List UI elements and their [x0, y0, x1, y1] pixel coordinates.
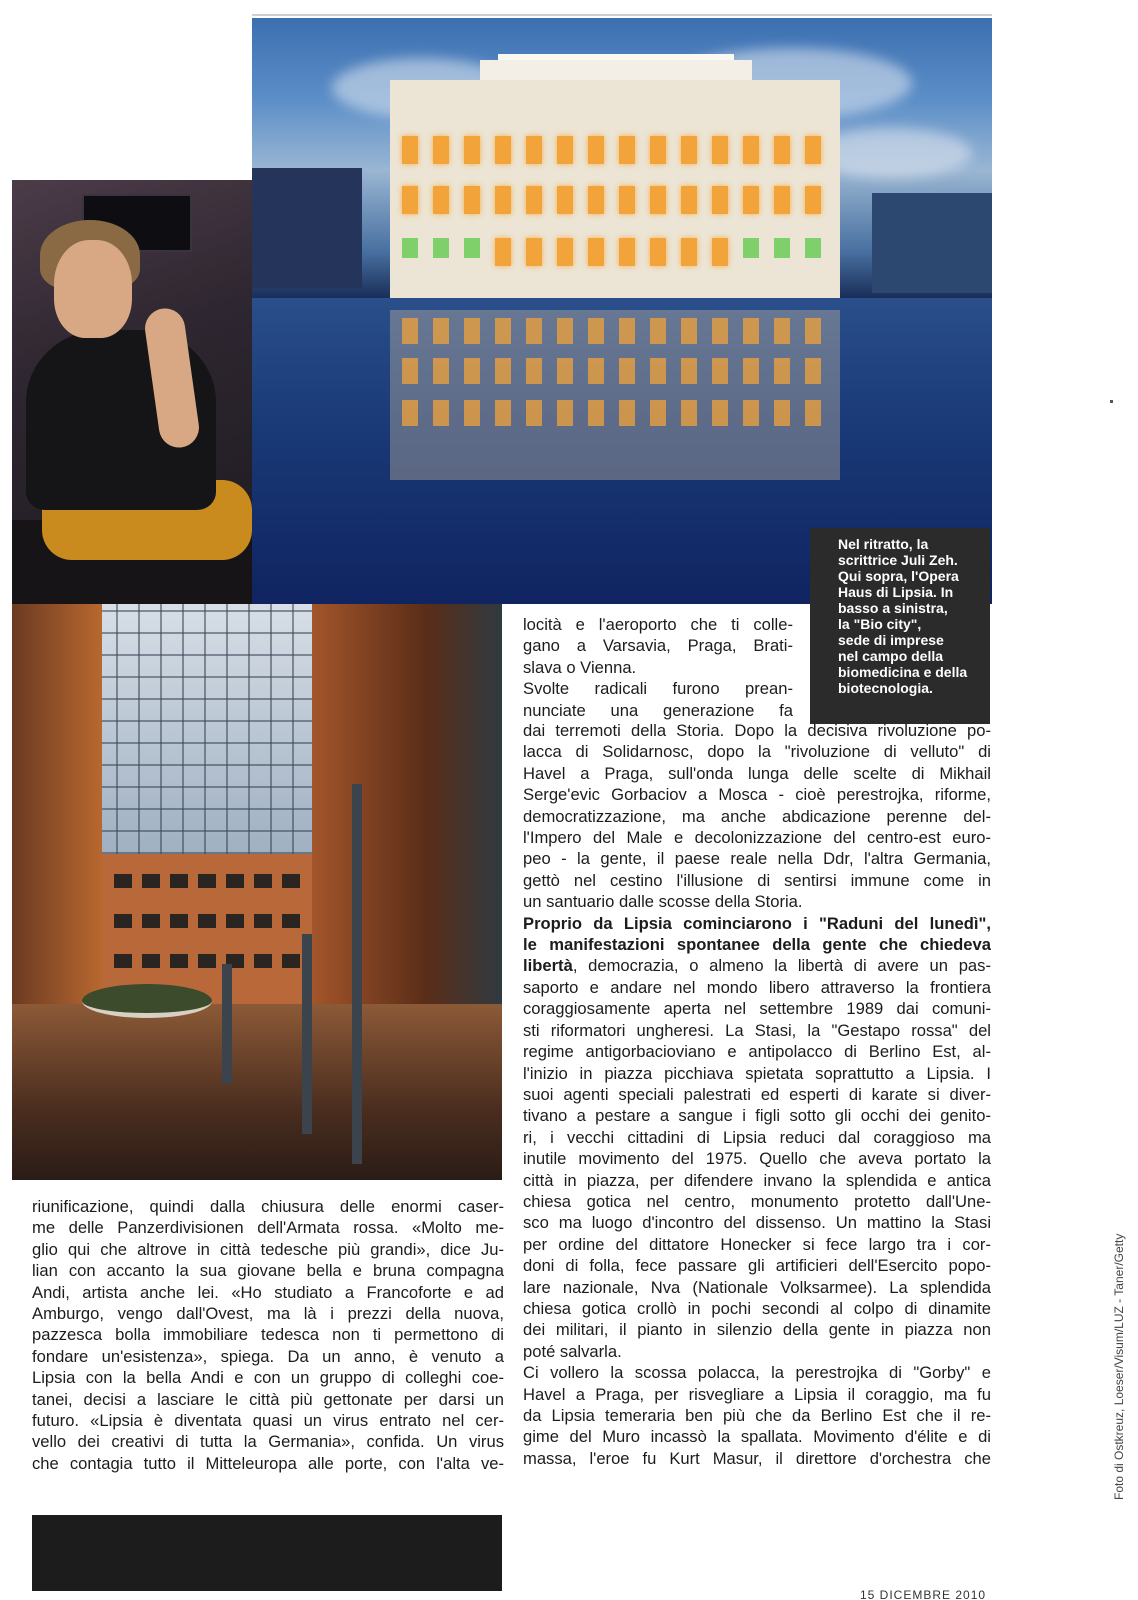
text-line: tanei, decisi a lasciare le città più gettonate per darsi un — [32, 1389, 504, 1409]
text-line: lacca di Solidarnosc, dopo la "rivoluzione di velluto" di — [523, 742, 991, 762]
text-line: l'inizio in piazza picchiava spietata soprattutto a Lipsia. I — [523, 1063, 991, 1083]
text-line: dei militari, il pianto in silenzio della gente in piazza non — [523, 1320, 991, 1340]
text-line: libertà, democrazia, o almeno la libertà di avere un pas- — [523, 956, 991, 976]
text-line: chiesa gotica nel centro, monumento protetto dall'Une- — [523, 1191, 991, 1211]
text-line: saporto e andare nel mondo libero attraverso la frontiera — [523, 977, 991, 997]
text-line: lare nazionale, Nva (Nationale Volksarmee). La splendida — [523, 1277, 991, 1297]
caption-line: biomedicina e della — [838, 664, 968, 680]
text-line: Amburgo, vengo dall'Ovest, ma là i prezzi della nuova, — [32, 1304, 504, 1324]
text-line: Havel a Praga, sull'onda lunga delle scelte di Mikhail — [523, 763, 991, 783]
text-line: nunciate una generazione fa — [523, 700, 793, 720]
text-line: regime antigorbacioviano e antipolacco di Berlino Est, al- — [523, 1042, 991, 1062]
text-line: coraggiosamente aperta nel settembre 1989 dai comuni- — [523, 999, 991, 1019]
text-line: da Lipsia temeraria ben più che da Berlino Est che il re- — [523, 1406, 991, 1425]
text-line: slava o Vienna. — [523, 657, 637, 677]
caption-line: basso a sinistra, — [838, 600, 948, 616]
text-line: per ordine del dittatore Honecker si fece largo tra i cor- — [523, 1234, 991, 1254]
text-line: che contagia tutto il Mitteleuropa alle porte, con l'alta ve- — [32, 1453, 504, 1473]
text-line: Serge'evic Gorbaciov a Mosca - cioè perestrojka, riforme, — [523, 785, 991, 805]
caption-line: Nel ritratto, la — [838, 536, 929, 552]
text-line: Ci vollero la scossa polacca, la perestrojka di "Gorby" e — [523, 1363, 991, 1383]
text-line: Andi, artista anche lei. «Ho studiato a Francoforte e ad — [32, 1282, 504, 1302]
right-column-top-text — [523, 614, 793, 721]
text-line: vello dei creativi di tutta la Germania», confida. Un virus — [32, 1432, 504, 1452]
text-line: un santuario dalle scosse della Storia. — [523, 892, 803, 912]
page-footer-date: 15 DICEMBRE 2010 — [860, 1588, 987, 1600]
text-line: me delle Panzerdivisionen dell'Armata rossa. «Molto me- — [32, 1218, 504, 1238]
caption-line: biotecnologia. — [838, 680, 933, 696]
caption-line: Haus di Lipsia. In — [838, 584, 954, 600]
text-line: gano a Varsavia, Praga, Brati- — [523, 636, 793, 656]
text-line: pazzesca bolla immobiliare tedesca non ti permettono di — [32, 1325, 504, 1345]
text-line: Havel a Praga, per risvegliare a Lipsia il coraggio, ma fu — [523, 1384, 991, 1404]
text-line: sco ma luogo d'incontro del dissenso. Un mattino la Stasi — [523, 1213, 991, 1233]
text-line: gime del Muro incassò la spallata. Movimento d'élite e di — [523, 1427, 991, 1447]
text-line: tivano a pestare a sangue i figli sotto gli occhi dei genito- — [523, 1106, 991, 1126]
bio-city-interior-photo — [12, 604, 502, 1180]
right-column-text — [523, 720, 991, 1469]
text-line: poté salvarla. — [523, 1341, 622, 1361]
text-line: ri, i vecchi cittadini di Lipsia reduci dal coraggioso ma — [523, 1127, 991, 1147]
top-rule — [252, 14, 992, 16]
caption-line: nel campo della — [838, 648, 944, 664]
text-line: inutile movimento del 1975. Quello che aveva portato la — [523, 1149, 991, 1169]
caption-line: sede di imprese — [838, 632, 944, 648]
photo-credit: Foto di Ostkreuz, Loeser/Visum/LUZ - Taner/Getty — [1112, 1233, 1126, 1500]
text-line: dai terremoti della Storia. Dopo la decisiva rivoluzione po- — [523, 721, 991, 740]
text-line: Svolte radicali furono prean- — [523, 679, 793, 699]
caption-line: scrittrice Juli Zeh. — [838, 552, 958, 568]
text-line: peo - la gente, il paese reale nella Ddr, l'altra Germania, — [523, 849, 991, 869]
text-line: suoi agenti speciali palestrati ed esperti di karate si diver- — [523, 1084, 991, 1104]
text-line: lian con accanto la sua giovane bella e bruna compagna — [32, 1261, 504, 1281]
opera-haus-photo — [252, 18, 992, 604]
text-line: locità e l'aeroporto che ti colle- — [523, 615, 793, 634]
text-line: fondare un'esistenza», spiega. Da un anno, è venuto a — [32, 1346, 504, 1366]
margin-mark — [1110, 400, 1113, 403]
text-line: città in piazza, per difendere invano la splendida e antica — [523, 1170, 991, 1190]
portrait-juli-zeh-photo — [12, 180, 252, 604]
text-line: riunificazione, quindi dalla chiusura delle enormi caser- — [32, 1197, 504, 1216]
text-line: Lipsia con la bella Andi e con un gruppo di colleghi coe- — [32, 1368, 504, 1388]
text-line: l'Impero del Male e decolonizzazione del centro-est euro- — [523, 828, 991, 848]
caption-line: la "Bio city", — [838, 616, 922, 632]
text-line: doni di folla, fece passare gli artificieri dell'Esercito popo- — [523, 1256, 991, 1276]
text-line: gettò nel cestino l'illusione di sentirsi immune come in — [523, 870, 991, 890]
caption-line: Qui sopra, l'Opera — [838, 568, 959, 584]
text-line: chiesa gotica crollò in pochi secondi al colpo di dinamite — [523, 1298, 991, 1318]
text-line: glio qui che altrove in città tedesche più grandi», dice Ju- — [32, 1239, 504, 1259]
bold-text-line: Proprio da Lipsia cominciarono i "Raduni del lunedì", — [523, 913, 991, 933]
bottom-dark-photo-strip — [32, 1515, 502, 1591]
bold-text-line: le manifestazioni spontanee della gente che chiedeva — [523, 935, 991, 955]
text-line: massa, l'eroe fu Kurt Masur, il direttore d'orchestra che — [523, 1448, 991, 1468]
text-line: sti riformatori ungheresi. La Stasi, la "Gestapo rossa" del — [523, 1020, 991, 1040]
text-line: democratizzazione, ma anche abdicazione perenne del- — [523, 806, 991, 826]
photo-caption — [810, 528, 990, 724]
left-column-text — [32, 1196, 504, 1474]
text-line: futuro. «Lipsia è diventata quasi un virus entrato nel cer- — [32, 1411, 504, 1431]
